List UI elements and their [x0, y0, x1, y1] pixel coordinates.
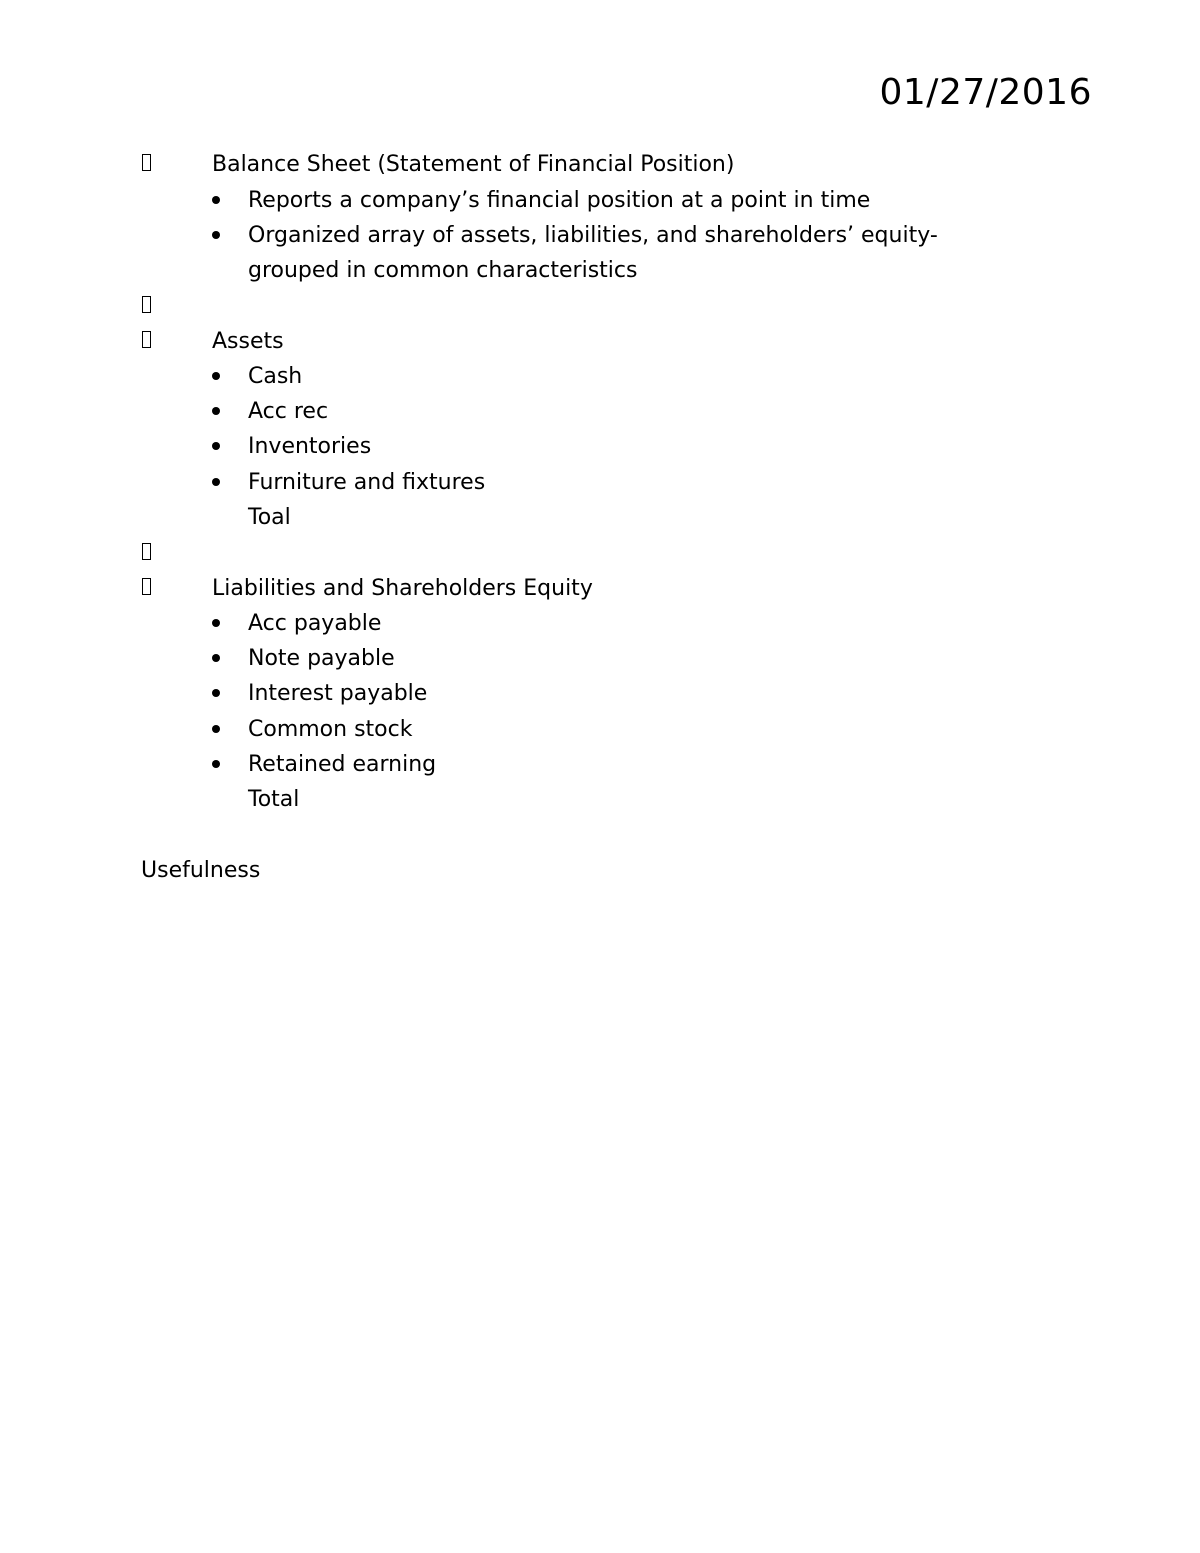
bullet-marker-icon	[142, 578, 151, 595]
list-item: Organized array of assets, liabilities, and shareholders’ equity-	[248, 223, 938, 248]
section-heading-assets: Assets	[212, 329, 284, 354]
assets-total-label: Toal	[248, 505, 291, 530]
bullet-dot-icon	[212, 725, 220, 733]
list-item: Interest payable	[248, 681, 428, 706]
bullet-marker-icon	[142, 154, 151, 171]
bullet-dot-icon	[212, 372, 220, 380]
bullet-dot-icon	[212, 407, 220, 415]
section-heading-liabilities: Liabilities and Shareholders Equity	[212, 576, 593, 601]
liabilities-total-label: Total	[248, 787, 300, 812]
list-item: Note payable	[248, 646, 395, 671]
bullet-dot-icon	[212, 478, 220, 486]
bullet-dot-icon	[212, 654, 220, 662]
usefulness-heading: Usefulness	[141, 858, 261, 883]
list-item: Furniture and fixtures	[248, 470, 486, 495]
bullet-dot-icon	[212, 760, 220, 768]
document-date: 01/27/2016	[879, 72, 1092, 113]
bullet-marker-icon	[142, 296, 151, 313]
bullet-dot-icon	[212, 619, 220, 627]
bullet-dot-icon	[212, 442, 220, 450]
list-item: Common stock	[248, 717, 413, 742]
list-item: Cash	[248, 364, 303, 389]
list-item: Acc payable	[248, 611, 382, 636]
bullet-marker-icon	[142, 543, 151, 560]
bullet-dot-icon	[212, 689, 220, 697]
section-heading-balance-sheet: Balance Sheet (Statement of Financial Position)	[212, 152, 735, 177]
bullet-marker-icon	[142, 331, 151, 348]
list-item: Reports a company’s financial position at a point in time	[248, 188, 871, 213]
list-item: Inventories	[248, 434, 372, 459]
list-item: Retained earning	[248, 752, 437, 777]
bullet-dot-icon	[212, 196, 220, 204]
bullet-dot-icon	[212, 231, 220, 239]
list-item-continuation: grouped in common characteristics	[248, 258, 638, 283]
list-item: Acc rec	[248, 399, 329, 424]
